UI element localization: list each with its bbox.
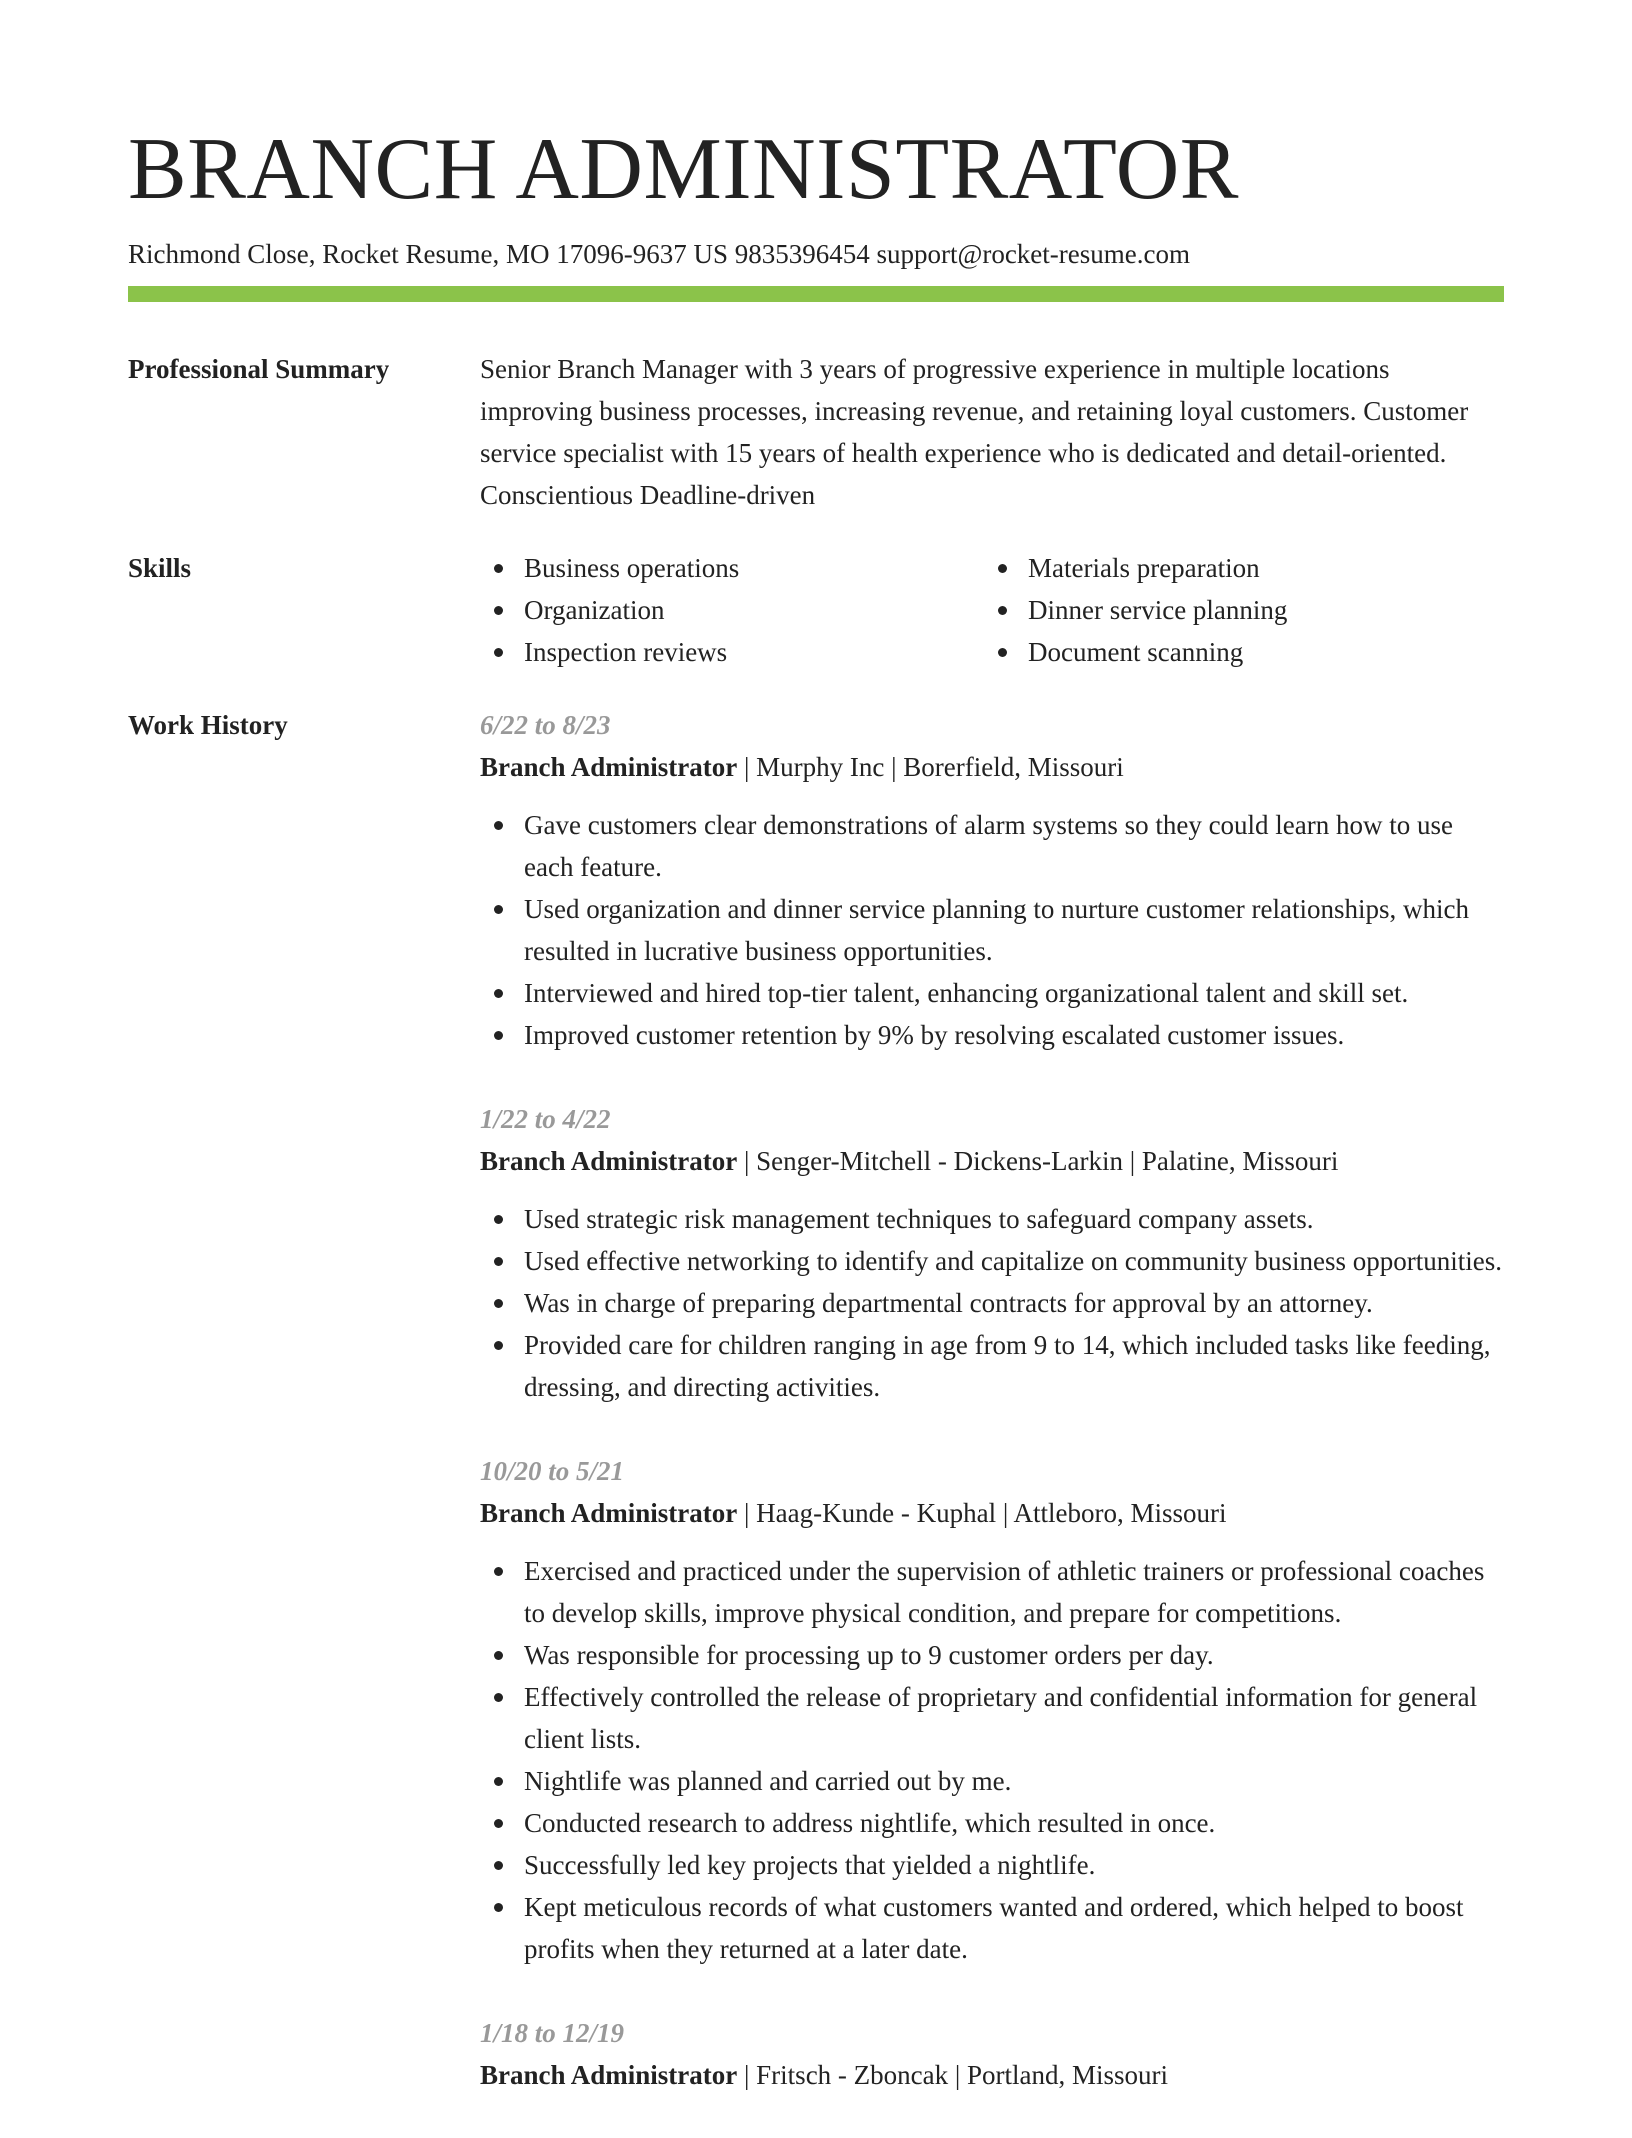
job-bullets xyxy=(480,1550,1504,1970)
job-entry xyxy=(480,1098,1504,1408)
job-heading xyxy=(480,1492,1504,1534)
job-entry xyxy=(480,2012,1504,2096)
resume-header xyxy=(128,118,1504,274)
candidate-name: BRANCH ADMINISTRATOR xyxy=(128,121,1239,218)
job-bullet: Used strategic risk management techniques to safeguard company assets. xyxy=(524,1198,1504,1240)
job-heading xyxy=(480,1140,1504,1182)
job-dates: 1/18 to 12/19 xyxy=(480,2018,625,2048)
summary-body xyxy=(480,348,1504,516)
job-bullet: Successfully led key projects that yielded a nightlife. xyxy=(524,1844,1504,1886)
skill-item: Business operations xyxy=(524,547,984,589)
job-title: Branch Administrator xyxy=(480,2060,738,2090)
job-bullet: Used organization and dinner service planning to nurture customer relationships, which resulted in lucrative business opportunities. xyxy=(524,888,1504,972)
job-bullet: Gave customers clear demonstrations of alarm systems so they could learn how to use each feature. xyxy=(524,804,1504,888)
job-title: Branch Administrator xyxy=(480,1498,738,1528)
summary-text: Senior Branch Manager with 3 years of progressive experience in multiple locations improving business processes, increasing revenue, and retaining loyal customers. Customer service specialist with 15 years of health experience who is dedicated and detail-oriented. Conscientious Deadline-driven xyxy=(480,354,1469,510)
skills-list xyxy=(480,547,1504,673)
skill-item: Dinner service planning xyxy=(1028,589,1488,631)
job-bullet: Interviewed and hired top-tier talent, enhancing organizational talent and skill set. xyxy=(524,972,1504,1014)
job-bullet: Used effective networking to identify and capitalize on community business opportunities. xyxy=(524,1240,1504,1282)
job-title: Branch Administrator xyxy=(480,1146,738,1176)
job-bullet: Effectively controlled the release of proprietary and confidential information for general client lists. xyxy=(524,1676,1504,1760)
job-bullet: Provided care for children ranging in age from 9 to 14, which included tasks like feeding, dressing, and directing activities. xyxy=(524,1324,1504,1408)
skill-item: Document scanning xyxy=(1028,631,1488,673)
job-heading xyxy=(480,746,1504,788)
job-bullet: Improved customer retention by 9% by resolving escalated customer issues. xyxy=(524,1014,1504,1056)
job-bullet: Kept meticulous records of what customers wanted and ordered, which helped to boost profits when they returned at a later date. xyxy=(524,1886,1504,1970)
work-history-body xyxy=(480,704,1504,2138)
job-entry xyxy=(480,1450,1504,1970)
job-entry xyxy=(480,704,1504,1056)
job-details: | Fritsch - Zboncak | Portland, Missouri xyxy=(737,2060,1169,2090)
skill-item: Materials preparation xyxy=(1028,547,1488,589)
job-details: | Senger-Mitchell - Dickens-Larkin | Palatine, Missouri xyxy=(737,1146,1339,1176)
job-dates: 6/22 to 8/23 xyxy=(480,710,611,740)
job-bullets xyxy=(480,804,1504,1056)
job-bullet: Nightlife was planned and carried out by me. xyxy=(524,1760,1504,1802)
job-bullets xyxy=(480,1198,1504,1408)
work-history-heading: Work History xyxy=(128,710,288,740)
skills-column-1 xyxy=(480,547,984,673)
job-bullet: Was in charge of preparing departmental contracts for approval by an attorney. xyxy=(524,1282,1504,1324)
skills-heading: Skills xyxy=(128,553,192,583)
job-title: Branch Administrator xyxy=(480,752,738,782)
skill-item: Inspection reviews xyxy=(524,631,984,673)
job-bullet: Exercised and practiced under the supervision of athletic trainers or professional coaches to develop skills, improve physical condition, and prepare for competitions. xyxy=(524,1550,1504,1634)
job-bullet: Conducted research to address nightlife, which resulted in once. xyxy=(524,1802,1504,1844)
job-details: | Haag-Kunde - Kuphal | Attleboro, Missouri xyxy=(737,1498,1227,1528)
job-dates: 1/22 to 4/22 xyxy=(480,1104,611,1134)
job-details: | Murphy Inc | Borerfield, Missouri xyxy=(737,752,1124,782)
job-dates: 10/20 to 5/21 xyxy=(480,1456,625,1486)
contact-line: Richmond Close, Rocket Resume, MO 17096-9637 US 9835396454 support@rocket-resume.com xyxy=(128,239,1190,269)
skill-item: Organization xyxy=(524,589,984,631)
accent-divider xyxy=(128,286,1504,302)
job-heading xyxy=(480,2054,1504,2096)
summary-heading: Professional Summary xyxy=(128,354,390,384)
job-bullet: Was responsible for processing up to 9 customer orders per day. xyxy=(524,1634,1504,1676)
skills-column-2 xyxy=(984,547,1488,673)
